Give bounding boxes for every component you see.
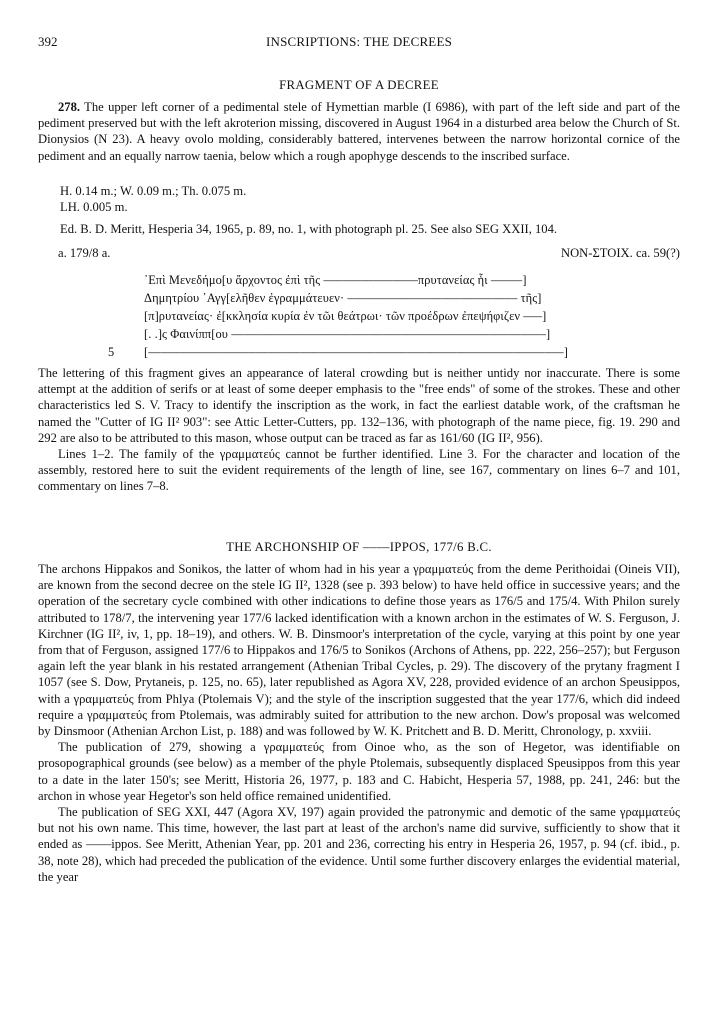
dimensions: H. 0.14 m.; W. 0.09 m.; Th. 0.075 m. <box>60 184 247 198</box>
running-header <box>38 34 680 52</box>
commentary-paragraph: Lines 1–2. The family of the γραμματεύς cannot be further identified. Line 3. For the character and location of the assembly, restored here to suit the evident requirements of the length of line, see 167, commentary on lines 6–7 and 101, commentary on lines 7–8. <box>38 447 680 494</box>
commentary-paragraph: The lettering of this fragment gives an appearance of lateral crowding but is neither untidy nor inaccurate. There is some attempt at the addition of serifs or at least of some deeper emphasis to the "free ends" of some of the strokes. These and other characteristics led S. V. Tracy to identify the inscription as the work, in fact the earliest datable work, of the craftsman he named the "Cutter of IG II² 903": see Attic Letter-Cutters, pp. 132–136, with photograph of the name piece, fig. 19. 290 and 292 are also to be attributed to this mason, whose output can be traced as far as 161/60 (IG II², 956). <box>38 366 680 445</box>
date-row <box>58 245 680 261</box>
fragment-description <box>38 99 680 164</box>
inscription-line <box>72 344 632 362</box>
stoich-note: NON-ΣΤΟΙΧ. ca. 59(?) <box>560 246 680 260</box>
description-text: The upper left corner of a pedimental stele of Hymettian marble (I 6986), with part of the left side and part of the pediment preserved but with the left akroterion missing, discovered in August 1964 in a disturbed area below the Church of St. Dionysios (N 23). A heavy ovolo molding, considerably battered, intervenes between the narrow horizontal cornice of the pediment and an equally narrow taenia, below which a rough apophyge descends to the inscribed surface. <box>38 100 680 163</box>
entry-number: 278. <box>58 100 81 114</box>
inscription-line <box>72 290 632 308</box>
line-text: ᾿Επὶ Μενεδήμο[υ ἄρχοντος ἐπὶ τῆς –––––––––––––––πρυτανείας ἧι –––––] <box>144 273 527 287</box>
inscription-line <box>72 326 632 344</box>
running-title: INSCRIPTIONS: THE DECREES <box>265 34 453 49</box>
line-text: [. .]ς Φαινίππ[ου ––––––––––––––––––––––––––––––––––––––––––––––––––] <box>144 327 551 341</box>
page-number: 392 <box>38 34 58 49</box>
archonship-heading: THE ARCHONSHIP OF ––––IPPOS, 177/6 B.C. <box>226 540 492 554</box>
body-paragraph: The publication of SEG XXI, 447 (Agora XV, 197) again provided the patronymic and demotic of the same γραμματεύς but not his own name. This time, however, the last part at least of the archon's name did survive, sufficiently to show that it ended as ––––ippos. See Meritt, Athenian Year, pp. 201 and 236, correcting his entry in Hesperia 26, 1957, p. 94 (cf. ibid., p. 38, note 28), which had preceded the publication of the evidence. Until some further discovery enlarges the evidential material, the year <box>38 805 680 884</box>
body-paragraph: The archons Hippakos and Sonikos, the latter of whom had in his year a γραμματεύς from the deme Perithoidai (Oineis VII), are known from the second decree on the stele IG II², 1328 (see p. 393 below) to have held office in successive years; and the operation of the secretary cycle combined with other indications to define those years as 176/5 and 175/4. With Philon surely attributed to 178/7, the intervening year 177/6 lacked identification with a known archon in the estimates of W. S. Ferguson, J. Kirchner (IG II², iv, 1, pp. 18–19), and others. W. B. Dinsmoor's interpretation of the cycle, varying at this point by one year from that of Ferguson, assigned 177/6 to Hippakos and 176/5 to Sonikos (Archons of Athens, pp. 222, 256–257); but Ferguson again left the year blank in his restated arrangement (Athenian Tribal Cycles, p. 29). The discovery of the prytany fragment I 1057 (see S. Dow, Prytaneis, p. 125, no. 65), later republished as Agora XV, 228, provided evidence of an archon Speusippos, with a γραμματεύς from Phlya (Ptolemais V); and the style of the inscription suggested that the year 177/6, which did indeed require a γραμματεύς from Ptolemais, was admirably suited for attribution to the new archon. Dow's proposal was welcomed by Dinsmoor (Athenian Archon List, p. 188) and was followed by W. K. Pritchett and B. D. Meritt, Chronology, p. xxviii. <box>38 562 680 739</box>
fragment-measurements <box>60 183 680 215</box>
line-text: [π]ρυτανείας· ἐ[κκλησία κυρία ἐν τῶι θεάτρωι· τῶν προέδρων ἐπεψήφιζεν –––] <box>144 309 547 323</box>
line-text: [––––––––––––––––––––––––––––––––––––––––––––––––––––––––––––––––––] <box>144 345 568 359</box>
line-number: 5 <box>108 345 115 359</box>
inscription-text <box>72 272 632 362</box>
edition: Ed. B. D. Meritt, Hesperia 34, 1965, p. 89, no. 1, with photograph pl. 25. See also SEG XXII, 104. <box>60 222 558 236</box>
line-text: Δημητρίου ᾿Αγγ[ελῆθεν ἐγραμμάτευεν· ––––––––––––––––––––––––––– τῆς] <box>144 291 542 305</box>
body-paragraph: The publication of 279, showing a γραμματεύς from Oinoe who, as the son of Hegetor, was identifiable on prosopographical grounds (see below) as a member of the phyle Ptolemais, subsequently displaced Speusippos from this year to a date in the later 150's; see Meritt, Historia 26, 1977, p. 183 and C. Habicht, Hesperia 57, 1988, pp. 241, 246: but the archon in whose year Hegetor's son held office remained unidentified. <box>38 740 680 803</box>
inscription-line <box>72 308 632 326</box>
fragment-heading: FRAGMENT OF A DECREE <box>279 78 439 92</box>
archonship-body <box>38 561 680 885</box>
inscription-line <box>72 272 632 290</box>
letter-height: LH. 0.005 m. <box>60 200 128 215</box>
date: a. 179/8 a. <box>58 246 111 260</box>
commentary <box>38 365 680 495</box>
edition-line <box>60 221 680 237</box>
